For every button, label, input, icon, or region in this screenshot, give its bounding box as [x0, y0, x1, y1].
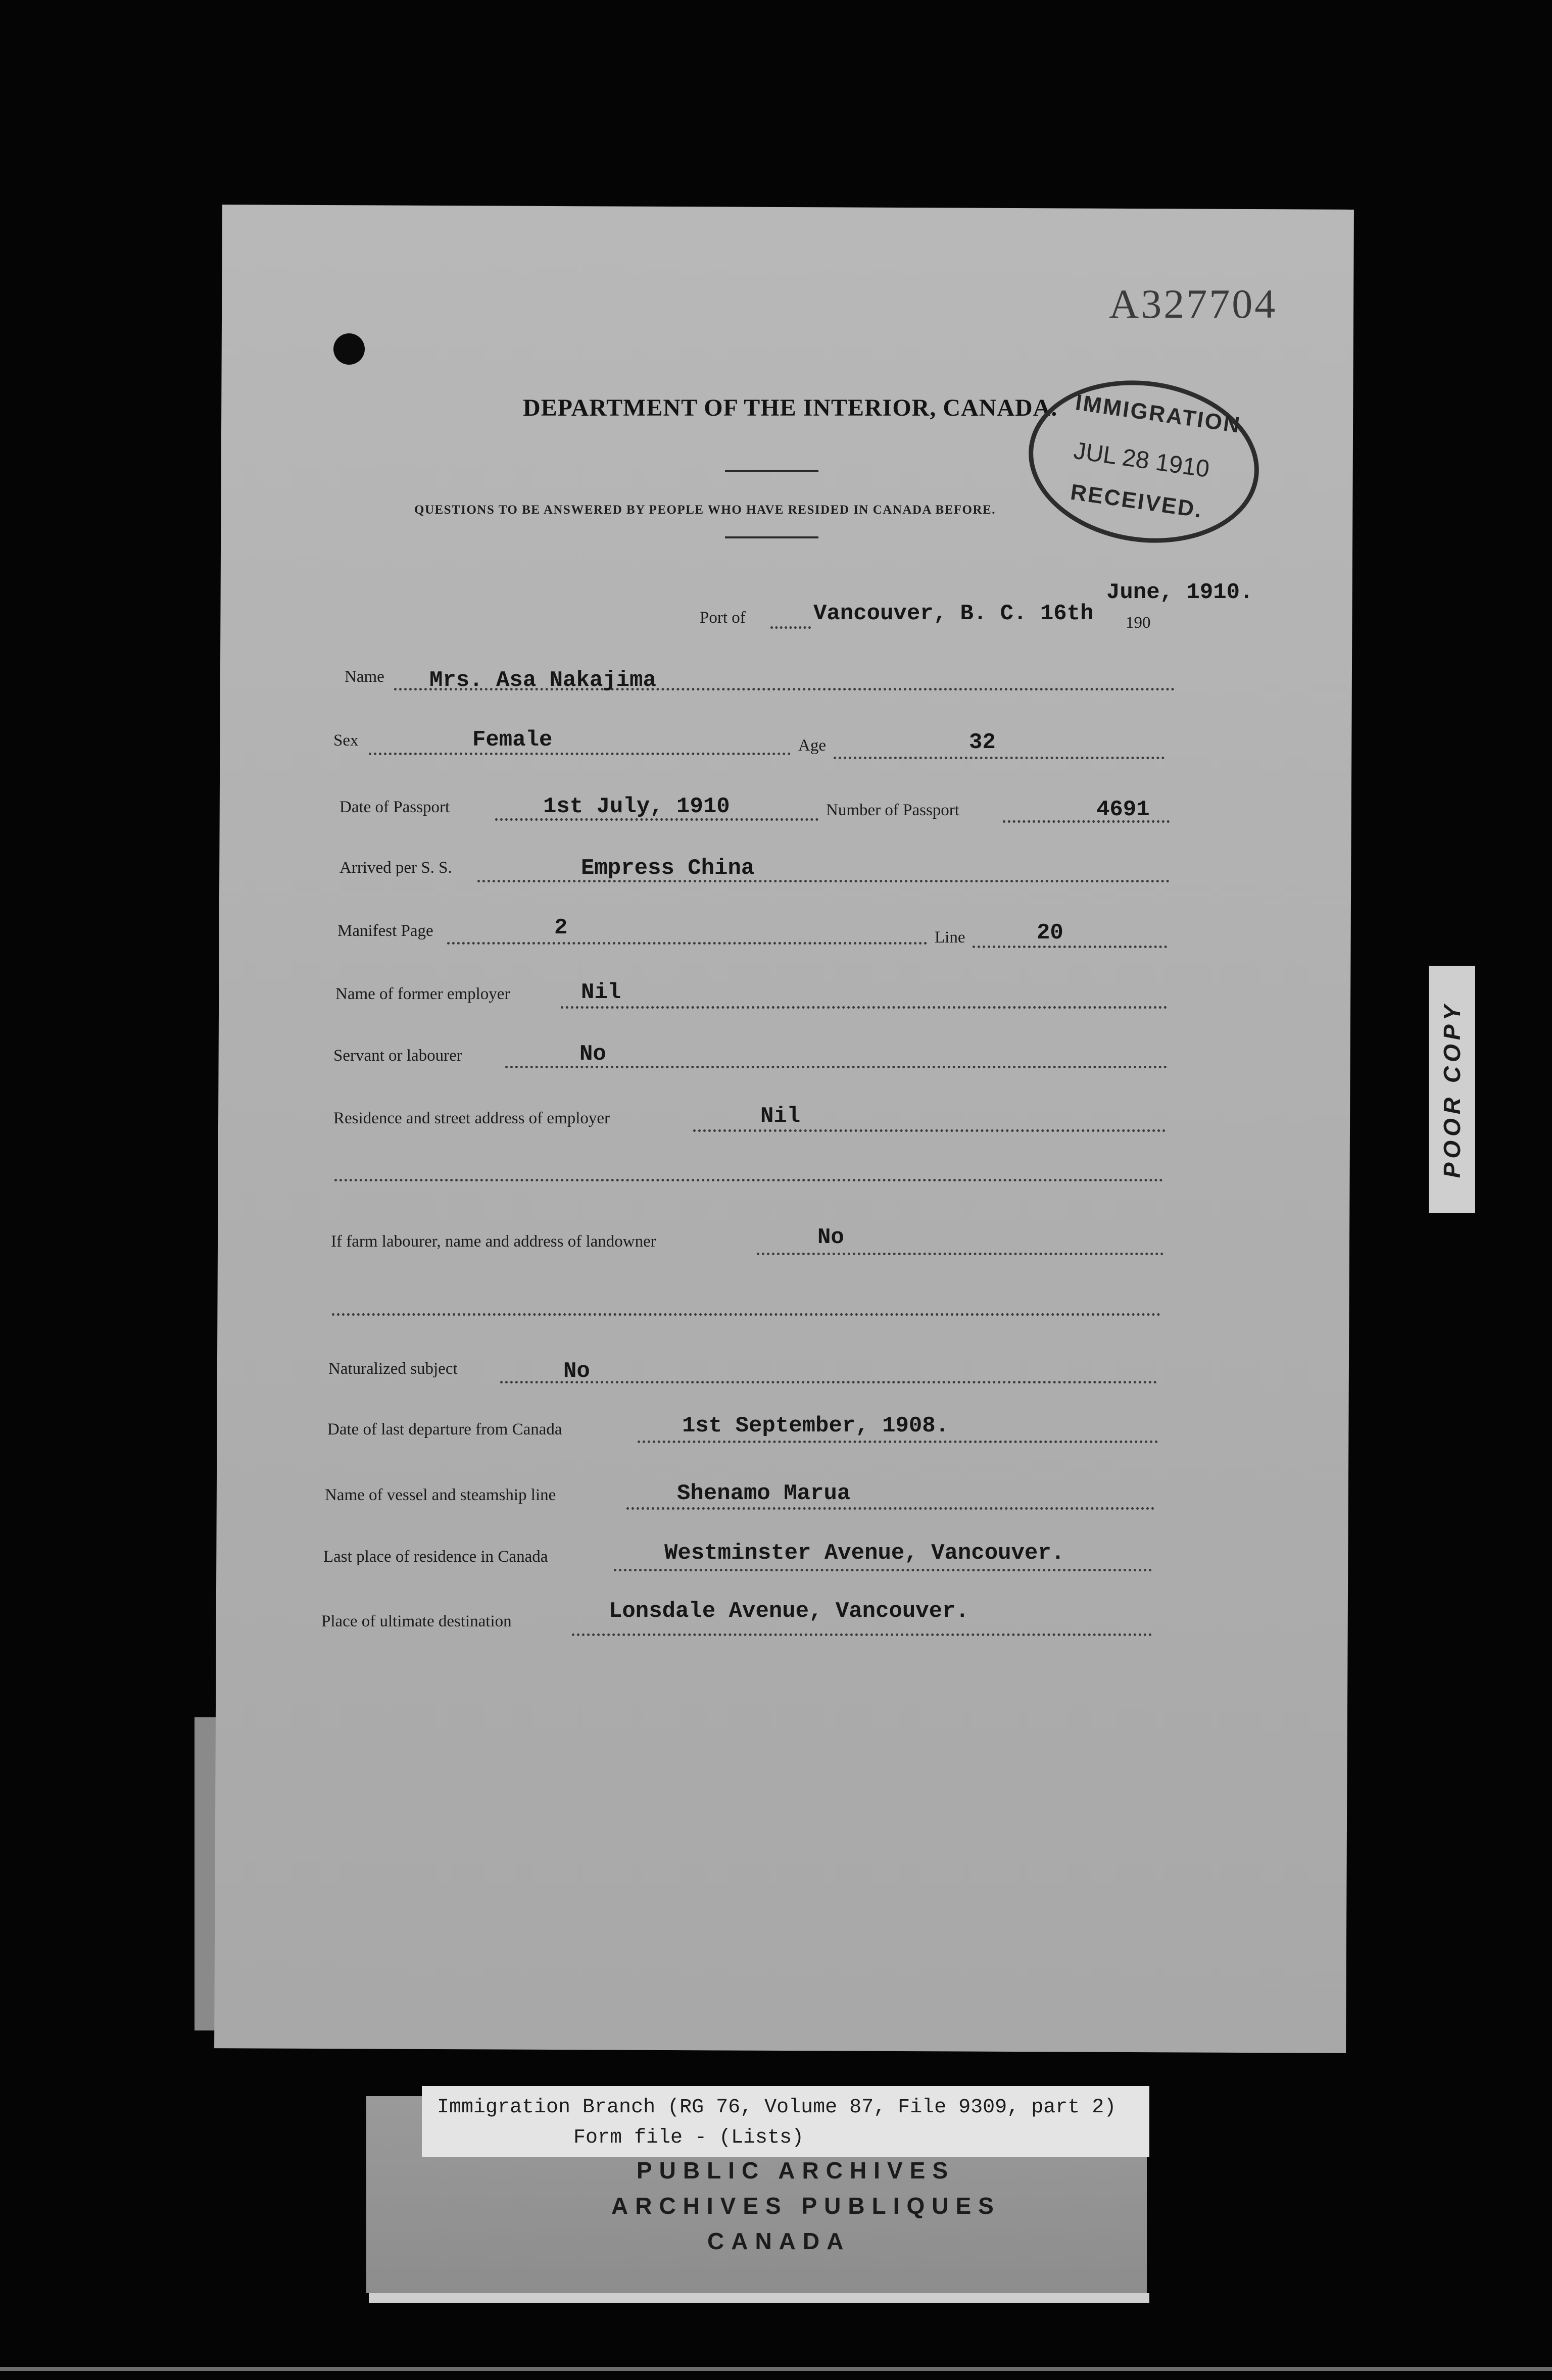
- naturalized-subject-value: No: [563, 1359, 590, 1384]
- dots: [638, 1441, 1158, 1443]
- poor-copy-text: POOR COPY: [1439, 1001, 1465, 1178]
- dots: [369, 753, 791, 755]
- department-heading: DEPARTMENT OF THE INTERIOR, CANADA.: [523, 394, 1058, 421]
- port-label: Port of: [700, 609, 746, 627]
- line-label: Line: [935, 928, 965, 947]
- farm-labourer-label: If farm labourer, name and address of landowner: [331, 1232, 656, 1251]
- last-residence-label: Last place of residence in Canada: [323, 1548, 548, 1566]
- archive-line-country: CANADA: [707, 2228, 851, 2254]
- poor-copy-label: [1429, 966, 1475, 1213]
- stamp-bottom-text: RECEIVED.: [1069, 479, 1205, 523]
- stamp-top-text: IMMIGRATION: [1074, 390, 1243, 438]
- dots: [693, 1129, 1166, 1132]
- number-of-passport-label: Number of Passport: [826, 801, 959, 819]
- number-of-passport-value: 4691: [1096, 797, 1150, 822]
- last-residence-value: Westminster Avenue, Vancouver.: [664, 1541, 1065, 1566]
- dots: [447, 942, 927, 945]
- sex-label: Sex: [333, 731, 359, 750]
- arrived-per-label: Arrived per S. S.: [340, 859, 452, 877]
- name-label: Name: [345, 668, 384, 686]
- stamp-date: JUL 28 1910: [1072, 437, 1211, 483]
- dots: [572, 1633, 1152, 1636]
- date-of-passport-label: Date of Passport: [340, 798, 450, 816]
- last-departure-value: 1st September, 1908.: [682, 1413, 949, 1439]
- archive-reference-line2: Form file - (Lists): [573, 2126, 804, 2149]
- serial-number: A327704: [1109, 281, 1278, 327]
- archive-reference-line1: Immigration Branch (RG 76, Volume 87, File 9309, part 2): [437, 2096, 1117, 2119]
- dots: [561, 1006, 1167, 1009]
- archive-reference-label: [422, 2086, 1149, 2157]
- dots: [834, 757, 1165, 759]
- farm-labourer-value: No: [817, 1225, 844, 1250]
- ultimate-destination-label: Place of ultimate destination: [321, 1612, 512, 1630]
- sex-value: Female: [472, 727, 553, 753]
- employer-address-value: Nil: [760, 1104, 801, 1129]
- dots: [614, 1569, 1152, 1571]
- manifest-page-value: 2: [554, 915, 568, 940]
- servant-or-labourer-label: Servant or labourer: [333, 1047, 462, 1065]
- former-employer-value: Nil: [581, 980, 621, 1005]
- arrived-per-value: Empress China: [581, 856, 755, 881]
- name-value: Mrs. Asa Nakajima: [429, 668, 656, 693]
- servant-or-labourer-value: No: [579, 1042, 606, 1067]
- dots: [500, 1381, 1157, 1383]
- dots: [332, 1313, 1160, 1316]
- film-edge-line: [0, 2367, 1552, 2371]
- dots: [757, 1253, 1163, 1255]
- archive-line-french: ARCHIVES PUBLIQUES: [611, 2193, 1001, 2219]
- port-year-suffix: 190: [1126, 614, 1151, 632]
- line-value: 20: [1037, 920, 1063, 946]
- punch-hole: [333, 333, 365, 365]
- age-value: 32: [969, 730, 996, 755]
- vessel-value: Shenamo Marua: [677, 1481, 851, 1506]
- dots: [770, 626, 811, 629]
- dots: [334, 1179, 1163, 1181]
- date-of-passport-value: 1st July, 1910: [543, 794, 730, 819]
- dots: [626, 1507, 1154, 1510]
- vessel-label: Name of vessel and steamship line: [325, 1486, 556, 1504]
- port-value: Vancouver, B. C. 16th: [813, 601, 1094, 626]
- archive-box-edge: [369, 2293, 1149, 2303]
- naturalized-subject-label: Naturalized subject: [328, 1360, 458, 1378]
- questions-heading: QUESTIONS TO BE ANSWERED BY PEOPLE WHO HAVE RESIDED IN CANADA BEFORE.: [414, 503, 996, 517]
- manifest-page-label: Manifest Page: [337, 922, 433, 940]
- age-label: Age: [798, 736, 826, 755]
- dots: [973, 946, 1167, 948]
- heading-rule-bottom: [725, 536, 818, 538]
- heading-rule-top: [725, 470, 818, 472]
- archive-line-english: PUBLIC ARCHIVES: [637, 2157, 955, 2184]
- last-departure-label: Date of last departure from Canada: [327, 1420, 562, 1439]
- employer-address-label: Residence and street address of employer: [333, 1109, 610, 1127]
- ultimate-destination-value: Lonsdale Avenue, Vancouver.: [609, 1599, 969, 1624]
- former-employer-label: Name of former employer: [335, 985, 510, 1003]
- port-date-typed: June, 1910.: [1106, 580, 1253, 605]
